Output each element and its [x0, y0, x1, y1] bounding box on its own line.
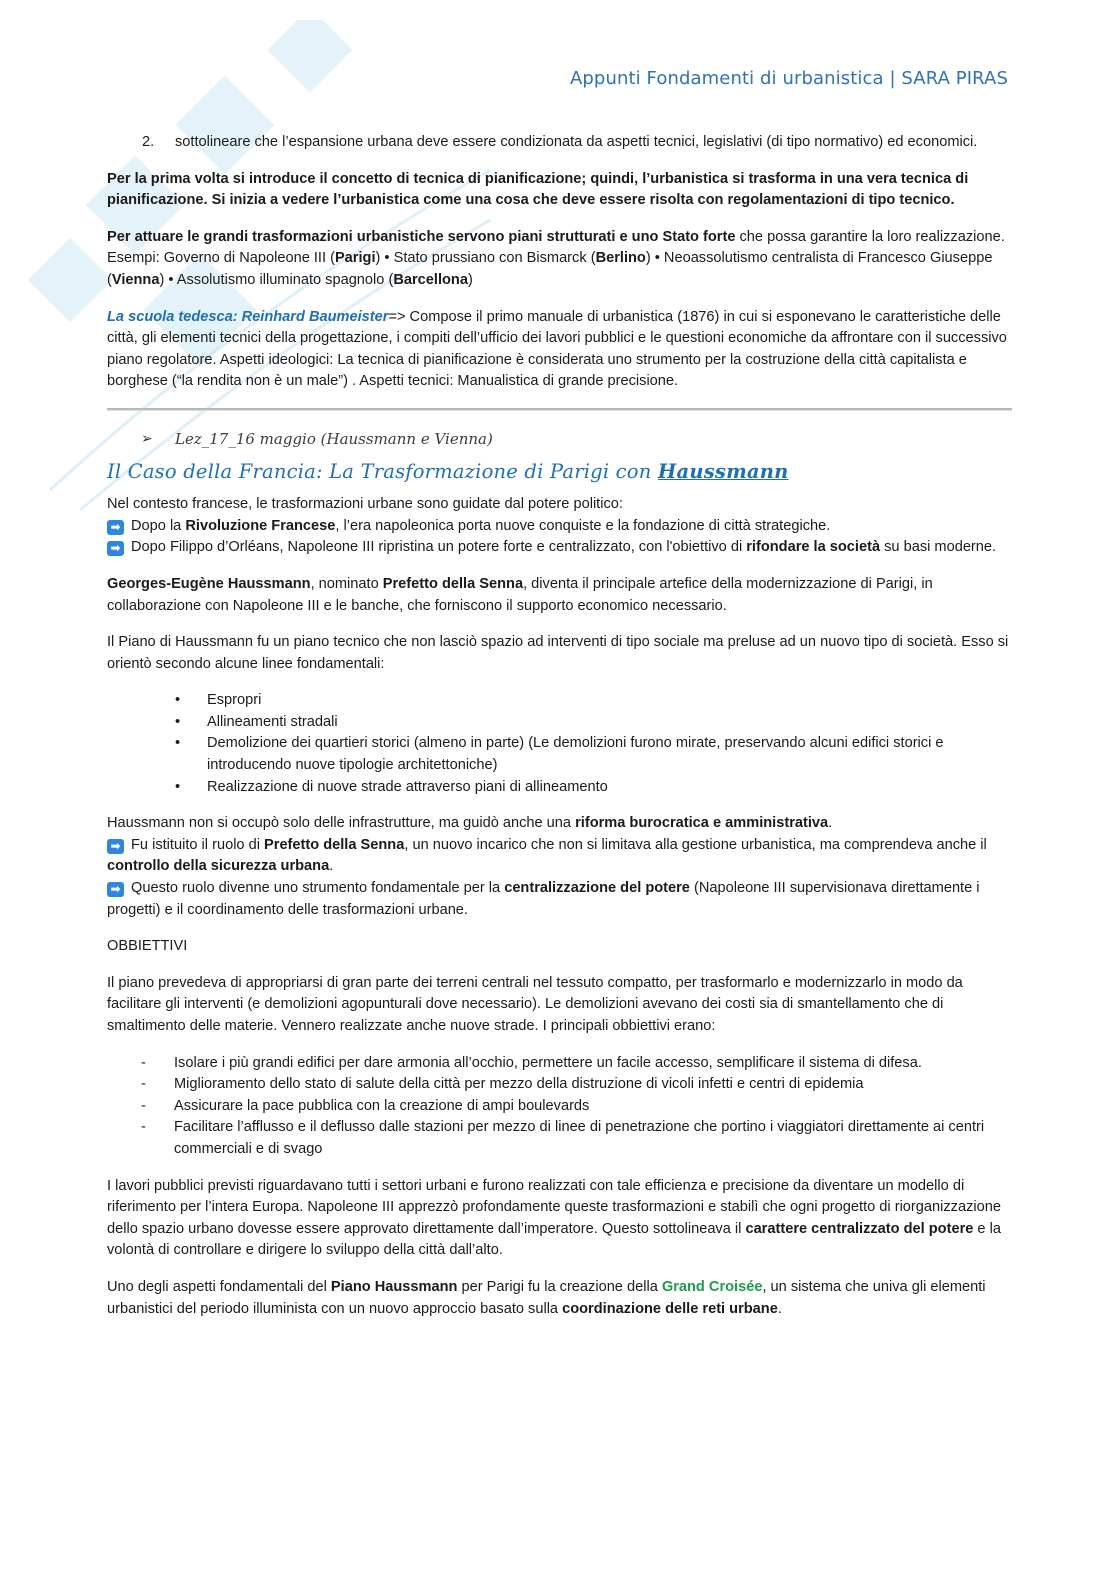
- german-school-paragraph: [107, 307, 1012, 393]
- highlighted-term: espansione urbana: [288, 134, 413, 150]
- list-item-text: Espropri: [207, 692, 262, 709]
- horizontal-divider: [107, 408, 1012, 411]
- lecture-label: [107, 429, 1012, 451]
- reform-arrow-item: [107, 835, 1012, 878]
- france-arrow-item: [107, 516, 1012, 538]
- text-span: sottolineare che l’: [175, 134, 289, 150]
- plan-lines-list: [107, 690, 1012, 798]
- text-span: su basi moderne.: [880, 539, 997, 556]
- text-span: deve essere condizionata da aspetti tecnici, legislativi (di tipo normativo) ed economici.: [412, 134, 978, 150]
- city-berlin: Berlino: [595, 250, 646, 267]
- text-span: (Napoleone III supervisionava direttamente i progetti) e il coordinamento delle trasformazioni urbane.: [107, 880, 980, 918]
- list-item-text: Demolizione dei quartieri storici (almeno in parte) (Le demolizioni furono mirate, preservando alcuni edifici storici e introducendo nuove tipologie architettoniche): [207, 735, 944, 774]
- bold-text: riforma burocratica e amministrativa: [575, 815, 829, 832]
- dash-bullet: -: [141, 1119, 146, 1136]
- text-span: e la volontà di controllare e dirigere lo sviluppo della città dall’alto.: [107, 1220, 1001, 1259]
- list-item: [107, 690, 1012, 712]
- bold-text: Per attuare le grandi trasformazioni urbanistiche servono piani strutturati e uno Stato forte: [107, 228, 736, 245]
- text-span: , nominato: [310, 575, 383, 592]
- text-span: Haussmann non si occupò solo delle infrastrutture, ma guidò anche una: [107, 815, 576, 832]
- text-span: ) • Assolutismo illuminato spagnolo (: [159, 271, 394, 288]
- public-works-paragraph: [107, 1176, 1012, 1262]
- objectives-heading: OBBIETTIVI: [107, 938, 188, 955]
- bold-text: coordinazione delle reti urbane: [562, 1300, 778, 1317]
- text-span: Dopo la: [131, 517, 186, 534]
- france-context-intro: Nel contesto francese, le trasformazioni urbane sono guidate dal potere politico:: [107, 496, 623, 513]
- list-item: [107, 733, 1012, 776]
- reform-arrow-item: [107, 878, 1012, 921]
- list-item: [107, 1074, 1012, 1096]
- reform-paragraph: [107, 813, 1012, 835]
- haussmann-intro-paragraph: [107, 574, 1012, 617]
- bold-text: Prefetto della Senna: [264, 836, 405, 853]
- list-item: [107, 712, 1012, 734]
- text-span: .: [777, 1300, 782, 1317]
- arrow-bullet-icon: ➢: [141, 430, 153, 447]
- list-item-text: Realizzazione di nuove strade attraverso piani di allineamento: [207, 778, 608, 795]
- text-span: Uno degli aspetti fondamentali del: [107, 1278, 331, 1295]
- list-item: [107, 1117, 1012, 1160]
- list-item-text: Assicurare la pace pubblica con la creazione di ampi boulevards: [174, 1097, 590, 1114]
- haussmann-link[interactable]: Haussmann: [657, 459, 789, 483]
- list-item-text: Isolare i più grandi edifici per dare armonia all’occhio, permettere un facile accesso, semplificare il sistema di difesa.: [174, 1054, 922, 1071]
- bold-text: Georges-Eugène Haussmann: [107, 575, 311, 592]
- right-arrow-icon: ➡: [107, 520, 124, 535]
- text-span: => Compose il primo manuale di urbanistica (1876) in cui si esponevano le caratteristiche delle città, gli elementi tecnici della progettazione, i compiti dell’ufficio dei lavori pubblici e le questioni economiche da affrontare con il successivo piano regolatore. Aspetti ideologici: La tecnica di pianificazione è considerata uno strumento per la costruzione della città capitalista e borghese (“la rendita non è un male”) . Aspetti tecnici: Manualistica di grande precisione.: [107, 308, 1007, 390]
- section-title: [107, 461, 1012, 483]
- bold-text: Prefetto della Senna: [382, 575, 524, 592]
- german-school-kicker: La scuola tedesca: Reinhard Baumeister: [107, 308, 389, 325]
- bullet-icon: •: [175, 713, 181, 730]
- dash-bullet: -: [141, 1054, 146, 1071]
- list-item-text: Miglioramento dello stato di salute della città per mezzo della distruzione di vicoli infetti e centri di epidemia: [174, 1076, 864, 1093]
- bold-text: carattere centralizzato del potere: [745, 1220, 974, 1237]
- text-span: per Parigi fu la creazione della: [457, 1278, 662, 1295]
- section-title-text: Il Caso della Francia: La Trasformazione di Parigi con: [107, 459, 658, 483]
- text-span: , diventa il principale artefice della modernizzazione di Parigi, in collaborazione con Napoleone III e le banche, che forniscono il supporto economico necessario.: [107, 575, 933, 614]
- bullet-icon: •: [175, 692, 181, 709]
- objectives-list: [107, 1053, 1012, 1161]
- bullet-icon: •: [175, 778, 181, 795]
- list-item-text: Facilitare l’afflusso e il deflusso dalle stazioni per mezzo di linee di penetrazione che portino i viaggiatori direttamente ai centri commerciali e di svago: [174, 1119, 985, 1157]
- page-header-title: Appunti Fondamenti di urbanistica | SARA PIRAS: [569, 68, 1008, 89]
- text-span: .: [828, 815, 833, 832]
- text-span: , un sistema che univa gli elementi urbanistici del periodo illuminista con un nuovo approccio basato sulla: [107, 1278, 986, 1317]
- text-span: che possa garantire la loro realizzazione. Esempi: Governo di Napoleone III (: [107, 228, 1005, 267]
- text-span: Dopo Filippo d’Orléans, Napoleone III ripristina un potere forte e centralizzato, con l'obiettivo di: [131, 539, 747, 556]
- list-item: [107, 1096, 1012, 1118]
- dash-bullet: -: [141, 1076, 146, 1093]
- text-span: Questo ruolo divenne uno strumento fondamentale per la: [131, 880, 505, 897]
- right-arrow-icon: ➡: [107, 541, 124, 556]
- dash-bullet: -: [141, 1097, 146, 1114]
- bold-text: Piano Haussmann: [330, 1278, 458, 1295]
- list-item-text: Allineamenti stradali: [207, 713, 338, 730]
- grand-croisee-term: Grand Croisée: [661, 1278, 763, 1295]
- intro-paragraph: [107, 169, 1012, 212]
- city-barcelona: Barcellona: [393, 271, 468, 288]
- grand-croisee-paragraph: [107, 1277, 1012, 1320]
- text-span: , l’era napoleonica porta nuove conquiste e la fondazione di città strategiche.: [335, 517, 831, 534]
- bold-text: controllo della sicurezza urbana: [107, 858, 330, 875]
- lecture-label-text: Lez_17_16 maggio (Haussmann e Vienna): [175, 429, 493, 448]
- right-arrow-icon: ➡: [107, 839, 124, 854]
- bold-text: centralizzazione del potere: [504, 880, 690, 897]
- bold-text: rifondare la società: [746, 539, 881, 556]
- item-number: 2.: [142, 134, 155, 150]
- text-span: ) • Stato prussiano con Bismarck (: [375, 250, 596, 267]
- numbered-item: [107, 132, 1012, 154]
- bullet-icon: •: [175, 735, 181, 752]
- text-span: .: [329, 858, 334, 875]
- bold-text: Rivoluzione Francese: [185, 517, 336, 534]
- text-span: I lavori pubblici previsti riguardavano tutti i settori urbani e furono realizzati con tale efficienza e precisione da diventare un modello di riferimento per l’intera Europa. Napoleone III apprezzò profondamente queste trasformazioni e stabilì che ogni progetto di riorganizzazione dello spazio urbano dovesse essere approvato direttamente dall’imperatore. Questo sottolineava il: [107, 1177, 1001, 1237]
- city-paris: Parigi: [334, 250, 376, 267]
- text-span: Fu istituito il ruolo di: [131, 836, 265, 853]
- text-span: ) • Neoassolutismo centralista di Francesco Giuseppe (: [107, 250, 993, 288]
- list-item: [107, 777, 1012, 799]
- document-body: [107, 132, 1012, 1335]
- objectives-intro: Il piano prevedeva di appropriarsi di gran parte dei terreni centrali nel tessuto compatto, per trasformarlo e modernizzarlo in modo da facilitare gli interventi (e demolizioni agopunturali dove necessario). Le demolizioni avevano dei costi sia di smantellamento che di smaltimento delle materie. Vennero realizzate anche nuove strade. I principali obbiettivi erano:: [107, 974, 963, 1034]
- text-span: , un nuovo incarico che non si limitava alla gestione urbanistica, ma comprendeva anche il: [404, 836, 987, 853]
- list-item: [107, 1053, 1012, 1075]
- right-arrow-icon: ➡: [107, 882, 124, 897]
- transformations-paragraph: [107, 227, 1012, 292]
- city-vienna: Vienna: [111, 271, 160, 288]
- plan-paragraph: Il Piano di Haussmann fu un piano tecnico che non lasciò spazio ad interventi di tipo sociale ma preluse ad un nuovo tipo di società. Esso si orientò secondo alcune linee fondamentali:: [107, 634, 1009, 672]
- france-arrow-item: [107, 537, 1012, 559]
- text-span: ): [467, 271, 473, 288]
- bold-text: Per la prima volta si introduce il concetto di tecnica di pianificazione; quindi, l’urbanistica si trasforma in una vera tecnica di pianificazione. Si inizia a vedere l’urbanistica come una cosa che deve essere risolta con regolamentazioni di tipo tecnico.: [107, 170, 969, 209]
